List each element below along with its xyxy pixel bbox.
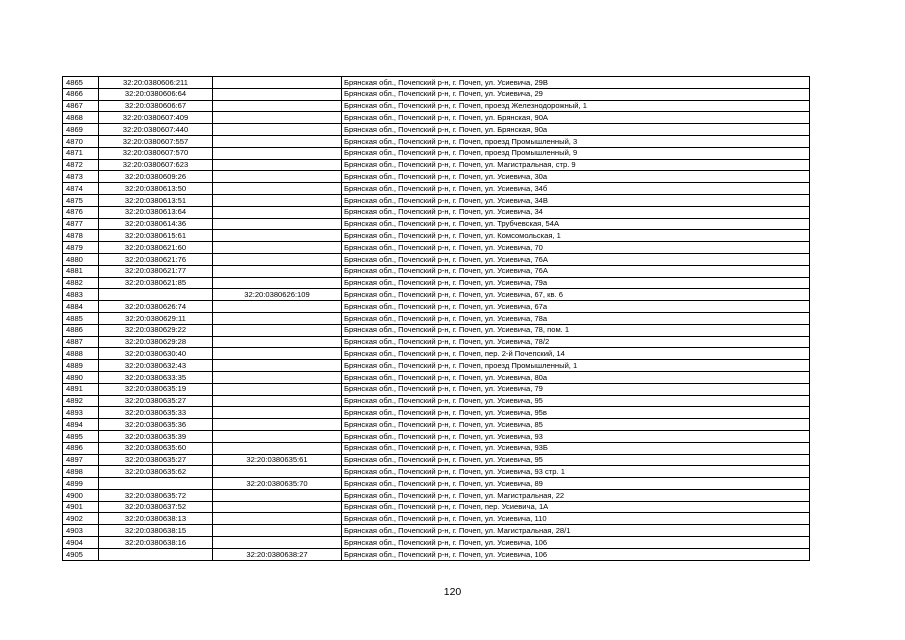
cadastral-number-cell xyxy=(99,548,213,560)
cadastral-number-cell: 32:20:0380613:51 xyxy=(99,194,213,206)
related-cadastral-number-cell xyxy=(213,430,342,442)
cadastral-number-cell: 32:20:0380609:26 xyxy=(99,171,213,183)
table-row xyxy=(63,171,810,183)
row-number-cell: 4898 xyxy=(63,466,99,478)
cadastral-number-cell: 32:20:0380621:85 xyxy=(99,277,213,289)
row-number-cell: 4875 xyxy=(63,194,99,206)
address-cell: Брянская обл., Почепский р-н, г. Почеп, ул. Усиевича, 80а xyxy=(342,371,810,383)
cadastral-number-cell: 32:20:0380629:22 xyxy=(99,324,213,336)
row-number-cell: 4886 xyxy=(63,324,99,336)
related-cadastral-number-cell xyxy=(213,194,342,206)
related-cadastral-number-cell xyxy=(213,77,342,89)
related-cadastral-number-cell: 32:20:0380635:70 xyxy=(213,478,342,490)
related-cadastral-number-cell xyxy=(213,147,342,159)
row-number-cell: 4887 xyxy=(63,336,99,348)
table-row xyxy=(63,525,810,537)
related-cadastral-number-cell xyxy=(213,360,342,372)
address-cell: Брянская обл., Почепский р-н, г. Почеп, ул. Усиевича, 70 xyxy=(342,242,810,254)
table-row xyxy=(63,407,810,419)
address-cell: Брянская обл., Почепский р-н, г. Почеп, ул. Усиевича, 93 xyxy=(342,430,810,442)
row-number-cell: 4880 xyxy=(63,253,99,265)
table-row xyxy=(63,135,810,147)
related-cadastral-number-cell xyxy=(213,242,342,254)
address-cell: Брянская обл., Почепский р-н, г. Почеп, ул. Брянская, 90А xyxy=(342,112,810,124)
address-cell: Брянская обл., Почепский р-н, г. Почеп, ул. Комсомольская, 1 xyxy=(342,230,810,242)
address-cell: Брянская обл., Почепский р-н, г. Почеп, ул. Усиевича, 93 стр. 1 xyxy=(342,466,810,478)
address-cell: Брянская обл., Почепский р-н, г. Почеп, ул. Усиевича, 76А xyxy=(342,265,810,277)
cadastral-number-cell: 32:20:0380613:50 xyxy=(99,183,213,195)
related-cadastral-number-cell xyxy=(213,466,342,478)
table-row xyxy=(63,194,810,206)
cadastral-number-cell: 32:20:0380607:570 xyxy=(99,147,213,159)
address-cell: Брянская обл., Почепский р-н, г. Почеп, ул. Усиевича, 79 xyxy=(342,383,810,395)
row-number-cell: 4905 xyxy=(63,548,99,560)
related-cadastral-number-cell xyxy=(213,501,342,513)
row-number-cell: 4903 xyxy=(63,525,99,537)
table-row xyxy=(63,77,810,89)
related-cadastral-number-cell xyxy=(213,383,342,395)
row-number-cell: 4885 xyxy=(63,312,99,324)
table-row xyxy=(63,301,810,313)
related-cadastral-number-cell: 32:20:0380626:109 xyxy=(213,289,342,301)
cadastral-number-cell: 32:20:0380607:623 xyxy=(99,159,213,171)
cadastral-number-cell: 32:20:0380635:72 xyxy=(99,489,213,501)
cadastral-number-cell: 32:20:0380607:440 xyxy=(99,124,213,136)
address-cell: Брянская обл., Почепский р-н, г. Почеп, проезд Промышленный, 3 xyxy=(342,135,810,147)
address-cell: Брянская обл., Почепский р-н, г. Почеп, ул. Усиевича, 34 xyxy=(342,206,810,218)
row-number-cell: 4867 xyxy=(63,100,99,112)
cadastral-number-cell: 32:20:0380635:27 xyxy=(99,395,213,407)
row-number-cell: 4874 xyxy=(63,183,99,195)
cadastral-number-cell: 32:20:0380606:64 xyxy=(99,88,213,100)
related-cadastral-number-cell xyxy=(213,112,342,124)
address-cell: Брянская обл., Почепский р-н, г. Почеп, ул. Усиевича, 30а xyxy=(342,171,810,183)
related-cadastral-number-cell xyxy=(213,277,342,289)
table-row xyxy=(63,265,810,277)
cadastral-number-cell: 32:20:0380637:52 xyxy=(99,501,213,513)
address-cell: Брянская обл., Почепский р-н, г. Почеп, ул. Брянская, 90а xyxy=(342,124,810,136)
row-number-cell: 4889 xyxy=(63,360,99,372)
address-cell: Брянская обл., Почепский р-н, г. Почеп, ул. Усиевича, 78/2 xyxy=(342,336,810,348)
row-number-cell: 4899 xyxy=(63,478,99,490)
related-cadastral-number-cell xyxy=(213,371,342,383)
row-number-cell: 4878 xyxy=(63,230,99,242)
address-cell: Брянская обл., Почепский р-н, г. Почеп, ул. Усиевича, 95в xyxy=(342,407,810,419)
address-cell: Брянская обл., Почепский р-н, г. Почеп, ул. Усиевича, 29 xyxy=(342,88,810,100)
row-number-cell: 4871 xyxy=(63,147,99,159)
related-cadastral-number-cell xyxy=(213,124,342,136)
address-cell: Брянская обл., Почепский р-н, г. Почеп, проезд Промышленный, 1 xyxy=(342,360,810,372)
related-cadastral-number-cell xyxy=(213,419,342,431)
table-row xyxy=(63,371,810,383)
table-row xyxy=(63,183,810,195)
cadastral-number-cell: 32:20:0380607:557 xyxy=(99,135,213,147)
address-cell: Брянская обл., Почепский р-н, г. Почеп, ул. Усиевича, 76А xyxy=(342,253,810,265)
table-row xyxy=(63,324,810,336)
address-cell: Брянская обл., Почепский р-н, г. Почеп, ул. Усиевича, 29В xyxy=(342,77,810,89)
related-cadastral-number-cell xyxy=(213,525,342,537)
row-number-cell: 4883 xyxy=(63,289,99,301)
address-cell: Брянская обл., Почепский р-н, г. Почеп, ул. Магистральная, стр. 9 xyxy=(342,159,810,171)
row-number-cell: 4877 xyxy=(63,218,99,230)
table-row xyxy=(63,112,810,124)
table-row xyxy=(63,454,810,466)
address-cell: Брянская обл., Почепский р-н, г. Почеп, ул. Усиевича, 34б xyxy=(342,183,810,195)
address-cell: Брянская обл., Почепский р-н, г. Почеп, ул. Усиевича, 85 xyxy=(342,419,810,431)
address-cell: Брянская обл., Почепский р-н, г. Почеп, ул. Трубчевская, 54А xyxy=(342,218,810,230)
table-row xyxy=(63,277,810,289)
row-number-cell: 4873 xyxy=(63,171,99,183)
address-cell: Брянская обл., Почепский р-н, г. Почеп, ул. Магистральная, 22 xyxy=(342,489,810,501)
cadastral-number-cell: 32:20:0380635:36 xyxy=(99,419,213,431)
cadastral-number-cell: 32:20:0380626:74 xyxy=(99,301,213,313)
related-cadastral-number-cell xyxy=(213,324,342,336)
row-number-cell: 4904 xyxy=(63,537,99,549)
address-cell: Брянская обл., Почепский р-н, г. Почеп, ул. Усиевича, 67, кв. 6 xyxy=(342,289,810,301)
table-row xyxy=(63,147,810,159)
related-cadastral-number-cell xyxy=(213,265,342,277)
cadastral-number-cell: 32:20:0380635:39 xyxy=(99,430,213,442)
address-cell: Брянская обл., Почепский р-н, г. Почеп, пер. 2-й Почепский, 14 xyxy=(342,348,810,360)
cadastral-number-cell: 32:20:0380607:409 xyxy=(99,112,213,124)
row-number-cell: 4869 xyxy=(63,124,99,136)
cadastral-number-cell: 32:20:0380629:11 xyxy=(99,312,213,324)
cadastral-number-cell: 32:20:0380635:19 xyxy=(99,383,213,395)
cadastral-number-cell: 32:20:0380632:43 xyxy=(99,360,213,372)
address-cell: Брянская обл., Почепский р-н, г. Почеп, ул. Усиевича, 93Б xyxy=(342,442,810,454)
row-number-cell: 4902 xyxy=(63,513,99,525)
table-row xyxy=(63,419,810,431)
cadastral-number-cell xyxy=(99,289,213,301)
related-cadastral-number-cell: 32:20:0380635:61 xyxy=(213,454,342,466)
table-row xyxy=(63,206,810,218)
row-number-cell: 4879 xyxy=(63,242,99,254)
address-cell: Брянская обл., Почепский р-н, г. Почеп, ул. Усиевича, 95 xyxy=(342,395,810,407)
address-cell: Брянская обл., Почепский р-н, г. Почеп, ул. Магистральная, 28/1 xyxy=(342,525,810,537)
row-number-cell: 4872 xyxy=(63,159,99,171)
cadastral-number-cell: 32:20:0380629:28 xyxy=(99,336,213,348)
table-row xyxy=(63,360,810,372)
address-cell: Брянская обл., Почепский р-н, г. Почеп, ул. Усиевича, 79а xyxy=(342,277,810,289)
cadastral-number-cell: 32:20:0380630:40 xyxy=(99,348,213,360)
cadastral-number-cell: 32:20:0380614:36 xyxy=(99,218,213,230)
address-cell: Брянская обл., Почепский р-н, г. Почеп, ул. Усиевича, 78а xyxy=(342,312,810,324)
cadastral-number-cell: 32:20:0380635:27 xyxy=(99,454,213,466)
table-row xyxy=(63,513,810,525)
row-number-cell: 4896 xyxy=(63,442,99,454)
related-cadastral-number-cell xyxy=(213,88,342,100)
row-number-cell: 4895 xyxy=(63,430,99,442)
table-row xyxy=(63,230,810,242)
table-row xyxy=(63,489,810,501)
cadastral-number-cell: 32:20:0380635:33 xyxy=(99,407,213,419)
row-number-cell: 4870 xyxy=(63,135,99,147)
cadastral-number-cell xyxy=(99,478,213,490)
property-register-table xyxy=(62,76,810,561)
address-cell: Брянская обл., Почепский р-н, г. Почеп, ул. Усиевича, 67а xyxy=(342,301,810,313)
table-row xyxy=(63,548,810,560)
related-cadastral-number-cell xyxy=(213,301,342,313)
related-cadastral-number-cell xyxy=(213,442,342,454)
table-row xyxy=(63,442,810,454)
table-row xyxy=(63,395,810,407)
cadastral-number-cell: 32:20:0380638:16 xyxy=(99,537,213,549)
table-row xyxy=(63,289,810,301)
table-row xyxy=(63,383,810,395)
page-number: 120 xyxy=(443,586,462,598)
related-cadastral-number-cell xyxy=(213,135,342,147)
row-number-cell: 4893 xyxy=(63,407,99,419)
cadastral-number-cell: 32:20:0380635:60 xyxy=(99,442,213,454)
row-number-cell: 4890 xyxy=(63,371,99,383)
address-cell: Брянская обл., Почепский р-н, г. Почеп, ул. Усиевича, 89 xyxy=(342,478,810,490)
row-number-cell: 4897 xyxy=(63,454,99,466)
row-number-cell: 4900 xyxy=(63,489,99,501)
related-cadastral-number-cell xyxy=(213,407,342,419)
address-cell: Брянская обл., Почепский р-н, г. Почеп, проезд Промышленный, 9 xyxy=(342,147,810,159)
address-cell: Брянская обл., Почепский р-н, г. Почеп, ул. Усиевича, 106 xyxy=(342,537,810,549)
cadastral-number-cell: 32:20:0380638:13 xyxy=(99,513,213,525)
table-row xyxy=(63,218,810,230)
cadastral-number-cell: 32:20:0380633:35 xyxy=(99,371,213,383)
related-cadastral-number-cell xyxy=(213,348,342,360)
address-cell: Брянская обл., Почепский р-н, г. Почеп, ул. Усиевича, 110 xyxy=(342,513,810,525)
related-cadastral-number-cell xyxy=(213,206,342,218)
address-cell: Брянская обл., Почепский р-н, г. Почеп, пер. Усиевича, 1А xyxy=(342,501,810,513)
related-cadastral-number-cell: 32:20:0380638:27 xyxy=(213,548,342,560)
table-row xyxy=(63,242,810,254)
row-number-cell: 4901 xyxy=(63,501,99,513)
row-number-cell: 4866 xyxy=(63,88,99,100)
related-cadastral-number-cell xyxy=(213,395,342,407)
table-row xyxy=(63,478,810,490)
address-cell: Брянская обл., Почепский р-н, г. Почеп, проезд Железнодорожный, 1 xyxy=(342,100,810,112)
related-cadastral-number-cell xyxy=(213,312,342,324)
address-cell: Брянская обл., Почепский р-н, г. Почеп, ул. Усиевича, 106 xyxy=(342,548,810,560)
related-cadastral-number-cell xyxy=(213,537,342,549)
table-row xyxy=(63,430,810,442)
related-cadastral-number-cell xyxy=(213,159,342,171)
cadastral-number-cell: 32:20:0380613:64 xyxy=(99,206,213,218)
table-row xyxy=(63,501,810,513)
row-number-cell: 4882 xyxy=(63,277,99,289)
row-number-cell: 4888 xyxy=(63,348,99,360)
row-number-cell: 4865 xyxy=(63,77,99,89)
row-number-cell: 4876 xyxy=(63,206,99,218)
table-row xyxy=(63,537,810,549)
related-cadastral-number-cell xyxy=(213,253,342,265)
table-row xyxy=(63,100,810,112)
address-cell: Брянская обл., Почепский р-н, г. Почеп, ул. Усиевича, 95 xyxy=(342,454,810,466)
cadastral-number-cell: 32:20:0380621:77 xyxy=(99,265,213,277)
related-cadastral-number-cell xyxy=(213,218,342,230)
cadastral-number-cell: 32:20:0380621:60 xyxy=(99,242,213,254)
register-table-body xyxy=(63,77,810,561)
cadastral-number-cell: 32:20:0380635:62 xyxy=(99,466,213,478)
table-row xyxy=(63,159,810,171)
address-cell: Брянская обл., Почепский р-н, г. Почеп, ул. Усиевича, 78, пом. 1 xyxy=(342,324,810,336)
cadastral-number-cell: 32:20:0380638:15 xyxy=(99,525,213,537)
table-row xyxy=(63,88,810,100)
related-cadastral-number-cell xyxy=(213,336,342,348)
row-number-cell: 4884 xyxy=(63,301,99,313)
table-row xyxy=(63,253,810,265)
related-cadastral-number-cell xyxy=(213,183,342,195)
row-number-cell: 4881 xyxy=(63,265,99,277)
table-row xyxy=(63,336,810,348)
table-row xyxy=(63,348,810,360)
cadastral-number-cell: 32:20:0380606:67 xyxy=(99,100,213,112)
table-row xyxy=(63,124,810,136)
cadastral-number-cell: 32:20:0380606:211 xyxy=(99,77,213,89)
related-cadastral-number-cell xyxy=(213,100,342,112)
row-number-cell: 4891 xyxy=(63,383,99,395)
cadastral-number-cell: 32:20:0380615:61 xyxy=(99,230,213,242)
address-cell: Брянская обл., Почепский р-н, г. Почеп, ул. Усиевича, 34В xyxy=(342,194,810,206)
row-number-cell: 4868 xyxy=(63,112,99,124)
table-row xyxy=(63,312,810,324)
related-cadastral-number-cell xyxy=(213,489,342,501)
row-number-cell: 4892 xyxy=(63,395,99,407)
row-number-cell: 4894 xyxy=(63,419,99,431)
table-row xyxy=(63,466,810,478)
related-cadastral-number-cell xyxy=(213,230,342,242)
cadastral-number-cell: 32:20:0380621:76 xyxy=(99,253,213,265)
related-cadastral-number-cell xyxy=(213,513,342,525)
related-cadastral-number-cell xyxy=(213,171,342,183)
